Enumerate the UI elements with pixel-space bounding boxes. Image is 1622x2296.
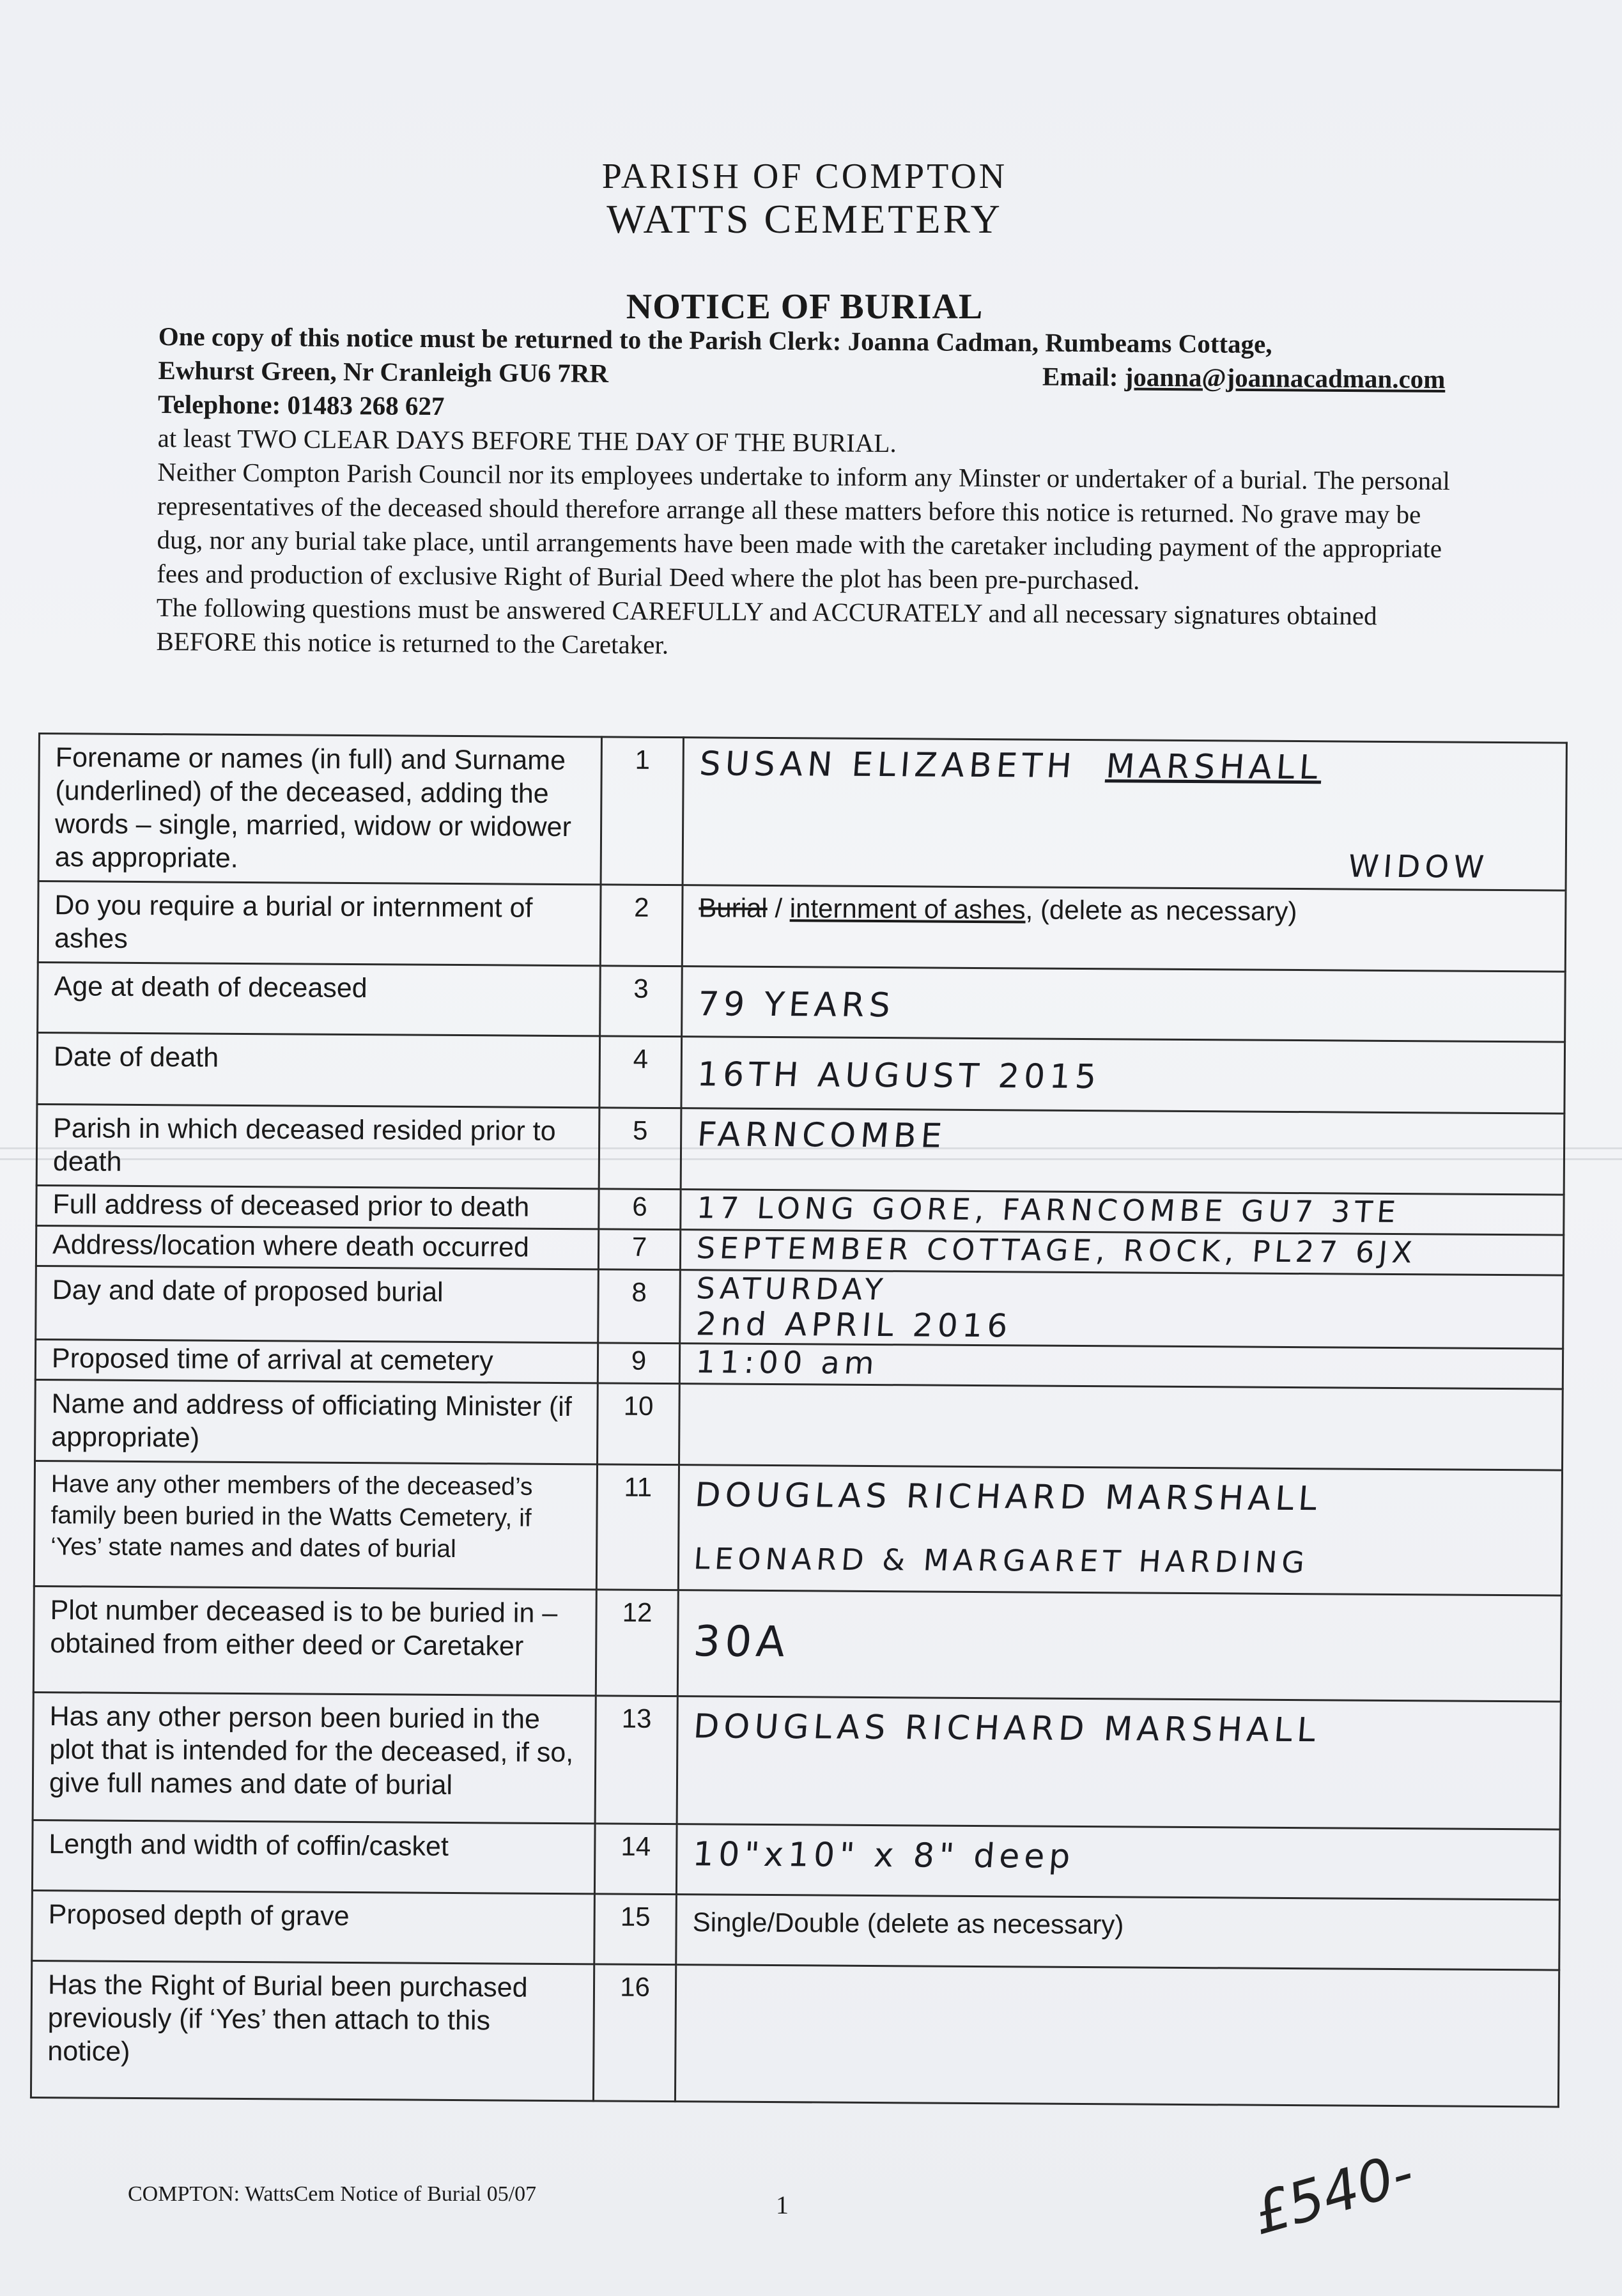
handwritten-answer: FARNCOMBE bbox=[695, 1115, 948, 1156]
separator: / bbox=[767, 892, 790, 924]
answer-field[interactable] bbox=[682, 885, 1566, 972]
handwritten-answer: DOUGLAS RICHARD MARSHALL bbox=[692, 1707, 1322, 1750]
question-label: Forename or names (in full) and Surname (underlined) of the deceased, adding the words – single, married, widow or widower as appropriate. bbox=[38, 734, 601, 885]
question-label: Plot number deceased is to be buried in – obtained from either deed or Caretaker bbox=[33, 1586, 596, 1695]
answer-field[interactable] bbox=[679, 1344, 1563, 1389]
answer-field[interactable] bbox=[680, 1270, 1564, 1349]
answer-field[interactable] bbox=[675, 1965, 1559, 2107]
clerk-address: Ewhurst Green, Nr Cranleigh GU6 7RR bbox=[158, 355, 609, 388]
handwritten-answer: WIDOW bbox=[1347, 848, 1490, 885]
form-row bbox=[36, 1266, 1564, 1349]
parish-title: PARISH OF COMPTON bbox=[601, 157, 1008, 196]
handwritten-answer: SUSAN ELIZABETH MARSHALL bbox=[698, 745, 1324, 787]
form-row bbox=[33, 1586, 1561, 1702]
answer-field[interactable] bbox=[679, 1384, 1563, 1470]
bleed-through-marks bbox=[867, 13, 1574, 166]
question-number: 14 bbox=[594, 1824, 677, 1895]
struck-option: Burial bbox=[699, 892, 768, 923]
burial-form-table bbox=[30, 733, 1568, 2108]
selected-option: internment of ashes bbox=[789, 893, 1026, 925]
question-label: Do you require a burial or internment of ashes bbox=[38, 881, 601, 966]
question-number: 11 bbox=[596, 1464, 679, 1590]
answer-field[interactable] bbox=[683, 738, 1566, 890]
answer-field[interactable] bbox=[678, 1465, 1562, 1595]
form-row bbox=[32, 1820, 1560, 1900]
question-label: Name and address of officiating Minister (if appropriate) bbox=[35, 1379, 598, 1464]
intro-line-1: One copy of this notice must be returned to the Parish Clerk: Joanna Cadman, Rumbeams Cottage, bbox=[158, 321, 1272, 359]
answer-field[interactable] bbox=[681, 1190, 1564, 1235]
answer-field[interactable] bbox=[677, 1590, 1561, 1702]
handwritten-answer bbox=[696, 1391, 1547, 1396]
question-label: Length and width of coffin/casket bbox=[32, 1820, 595, 1893]
form-row bbox=[31, 1960, 1559, 2107]
document-reference: COMPTON: WattsCem Notice of Burial 05/07 bbox=[128, 2182, 537, 2206]
form-row bbox=[38, 963, 1566, 1043]
question-number: 16 bbox=[593, 1964, 676, 2102]
question-number: 4 bbox=[599, 1036, 682, 1108]
cemetery-title: WATTS CEMETERY bbox=[606, 196, 1003, 242]
email-block bbox=[1042, 360, 1446, 396]
handwritten-answer: 10"x10" x 8" deep bbox=[691, 1835, 1076, 1876]
handwritten-answer: 79 YEARS bbox=[696, 985, 897, 1025]
handwritten-answer: LEONARD & MARGARET HARDING bbox=[692, 1541, 1311, 1580]
question-label: Day and date of proposed burial bbox=[36, 1266, 599, 1342]
answer-field[interactable] bbox=[682, 966, 1566, 1042]
form-row bbox=[32, 1890, 1560, 1970]
form-row bbox=[38, 881, 1566, 972]
question-number: 10 bbox=[598, 1383, 680, 1465]
answer-field[interactable] bbox=[680, 1230, 1563, 1275]
question-number: 7 bbox=[598, 1229, 680, 1270]
telephone: Telephone: 01483 268 627 bbox=[157, 389, 445, 421]
form-row bbox=[37, 1033, 1565, 1114]
question-label: Date of death bbox=[37, 1033, 600, 1108]
instruction: , (delete as necessary) bbox=[1025, 894, 1297, 927]
email-link[interactable]: joanna@joannacadman.com bbox=[1124, 362, 1446, 394]
question-label: Proposed depth of grave bbox=[32, 1890, 595, 1964]
answer-field[interactable] bbox=[681, 1108, 1564, 1195]
question-label: Have any other members of the deceased’s family been buried in the Watts Cemetery, if ‘Yes’ state names and dates of burial bbox=[34, 1461, 597, 1589]
handwritten-answer: SEPTEMBER COTTAGE, ROCK, PL27 6JX bbox=[695, 1230, 1418, 1270]
handwritten-answer: DOUGLAS RICHARD MARSHALL bbox=[693, 1476, 1323, 1519]
question-label: Parish in which deceased resided prior to death bbox=[36, 1104, 599, 1188]
question-label: Has the Right of Burial been purchased previously (if ‘Yes’ then attach to this notice) bbox=[31, 1960, 594, 2100]
answer-field[interactable]: Single/Double (delete as necessary) bbox=[676, 1895, 1560, 1970]
question-number: 9 bbox=[598, 1343, 679, 1384]
answer-field[interactable] bbox=[681, 1037, 1565, 1113]
intro-para-1: at least TWO CLEAR DAYS BEFORE THE DAY OF THE BURIAL. bbox=[157, 423, 897, 458]
email-label: Email: bbox=[1042, 361, 1118, 392]
handwritten-answer: 2nd APRIL 2016 bbox=[695, 1305, 1014, 1345]
form-row bbox=[34, 1461, 1562, 1595]
handwritten-fee: £540- bbox=[1245, 2139, 1421, 2248]
handwritten-answer: 16TH AUGUST 2015 bbox=[695, 1055, 1102, 1097]
question-number: 3 bbox=[600, 966, 683, 1037]
answer-field[interactable] bbox=[677, 1696, 1561, 1829]
handwritten-answer: SATURDAY bbox=[695, 1271, 889, 1307]
question-number: 15 bbox=[594, 1894, 677, 1965]
handwritten-answer: 30A bbox=[691, 1617, 792, 1667]
question-number: 6 bbox=[599, 1189, 681, 1230]
question-label: Has any other person been buried in the plot that is intended for the deceased, if so, give full names and date of burial bbox=[33, 1692, 596, 1823]
question-number: 12 bbox=[596, 1590, 678, 1696]
question-label: Address/location where death occurred bbox=[36, 1225, 598, 1269]
intro-instructions bbox=[156, 320, 1469, 667]
form-row bbox=[35, 1379, 1563, 1470]
answer-field[interactable] bbox=[676, 1824, 1560, 1900]
page-number: 1 bbox=[776, 2191, 789, 2219]
form-row bbox=[33, 1692, 1561, 1829]
intro-para-2: Neither Compton Parish Council nor its employees undertake to inform any Minster or undertaker of a burial. The personal representatives of the deceased should therefore arrange all these matters before this notice is returned. No grave may be dug, nor any burial take place, until arrangements have been made with the caretaker including payment of the appropriate fees and production of exclusive Right of Burial Deed where the plot has been pre-purchased. bbox=[157, 456, 1451, 595]
handwritten-answer: 17 LONG GORE, FARNCOMBE GU7 3TE bbox=[695, 1190, 1402, 1230]
question-label: Full address of deceased prior to death bbox=[36, 1185, 599, 1229]
question-label: Age at death of deceased bbox=[38, 963, 601, 1036]
question-number: 8 bbox=[598, 1269, 681, 1344]
question-number: 13 bbox=[595, 1696, 677, 1824]
question-number: 2 bbox=[600, 885, 683, 966]
question-number: 1 bbox=[601, 737, 683, 885]
question-number: 5 bbox=[599, 1108, 681, 1190]
form-row bbox=[36, 1104, 1564, 1195]
notice-title: NOTICE OF BURIAL bbox=[626, 287, 984, 327]
form-row bbox=[38, 734, 1566, 891]
intro-para-3: The following questions must be answered CAREFULLY and ACCURATELY and all necessary signatures obtained BEFORE this notice is returned to the Caretaker. bbox=[156, 592, 1377, 660]
question-label: Proposed time of arrival at cemetery bbox=[35, 1339, 598, 1383]
handwritten-answer: 11:00 am bbox=[694, 1344, 880, 1382]
